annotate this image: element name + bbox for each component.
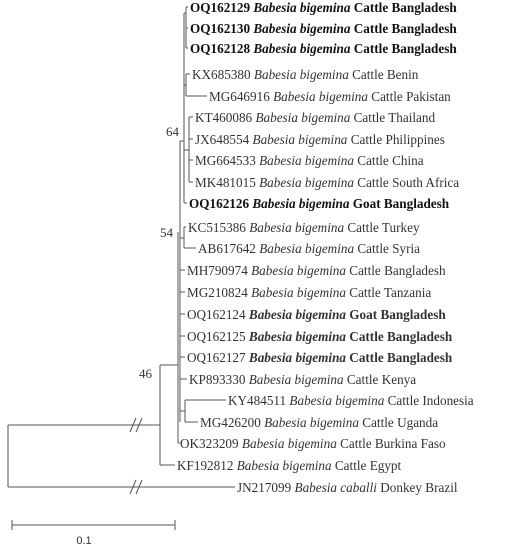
leaf-label: MG210824 Babesia bigemina Cattle Tanzania [187, 285, 432, 300]
bootstrap-node-54: 54 [160, 225, 173, 240]
leaf-label: KF192812 Babesia bigemina Cattle Egypt [177, 458, 402, 473]
leaf-label: OQ162129 Babesia bigemina Cattle Bangladesh [190, 0, 457, 15]
leaf-label: OQ162128 Babesia bigemina Cattle Bangladesh [190, 41, 457, 56]
leaf-label: OQ162125 Babesia bigemina Cattle Bangladesh [187, 329, 453, 344]
leaf-label: OQ162130 Babesia bigemina Cattle Bangladesh [190, 21, 457, 36]
leaf-label: MG646916 Babesia bigemina Cattle Pakistan [209, 89, 451, 104]
scale-bar-label: 0.1 [76, 535, 92, 547]
leaf-label: MG664533 Babesia bigemina Cattle China [195, 153, 424, 168]
leaf-label: MH790974 Babesia bigemina Cattle Bangladesh [187, 263, 446, 278]
leaf-label: KX685380 Babesia bigemina Cattle Benin [192, 67, 419, 82]
leaf-label: AB617642 Babesia bigemina Cattle Syria [198, 241, 420, 256]
leaf-label: JX648554 Babesia bigemina Cattle Philippines [195, 132, 445, 147]
leaf-label: KT460086 Babesia bigemina Cattle Thailand [195, 110, 436, 125]
bootstrap-node-46: 46 [139, 366, 152, 381]
scale-bar-line [12, 520, 175, 530]
leaf-label: OQ162126 Babesia bigemina Goat Bangladesh [189, 196, 450, 211]
leaf-label: OQ162124 Babesia bigemina Goat Bangladesh [187, 307, 446, 322]
leaf-labels [177, 0, 474, 495]
leaf-label: KC515386 Babesia bigemina Cattle Turkey [188, 220, 420, 235]
leaf-label: OK323209 Babesia bigemina Cattle Burkina Faso [180, 436, 446, 451]
leaf-label: MK481015 Babesia bigemina Cattle South Africa [195, 175, 460, 190]
leaf-label: KY484511 Babesia bigemina Cattle Indonesia [228, 393, 474, 408]
leaf-label: JN217099 Babesia caballi Donkey Brazil [237, 480, 458, 495]
leaf-label: KP893330 Babesia bigemina Cattle Kenya [189, 372, 417, 387]
leaf-label: MG426200 Babesia bigemina Cattle Uganda [200, 415, 439, 430]
leaf-label: OQ162127 Babesia bigemina Cattle Bangladesh [187, 350, 453, 365]
bootstrap-node-64: 64 [166, 124, 179, 139]
